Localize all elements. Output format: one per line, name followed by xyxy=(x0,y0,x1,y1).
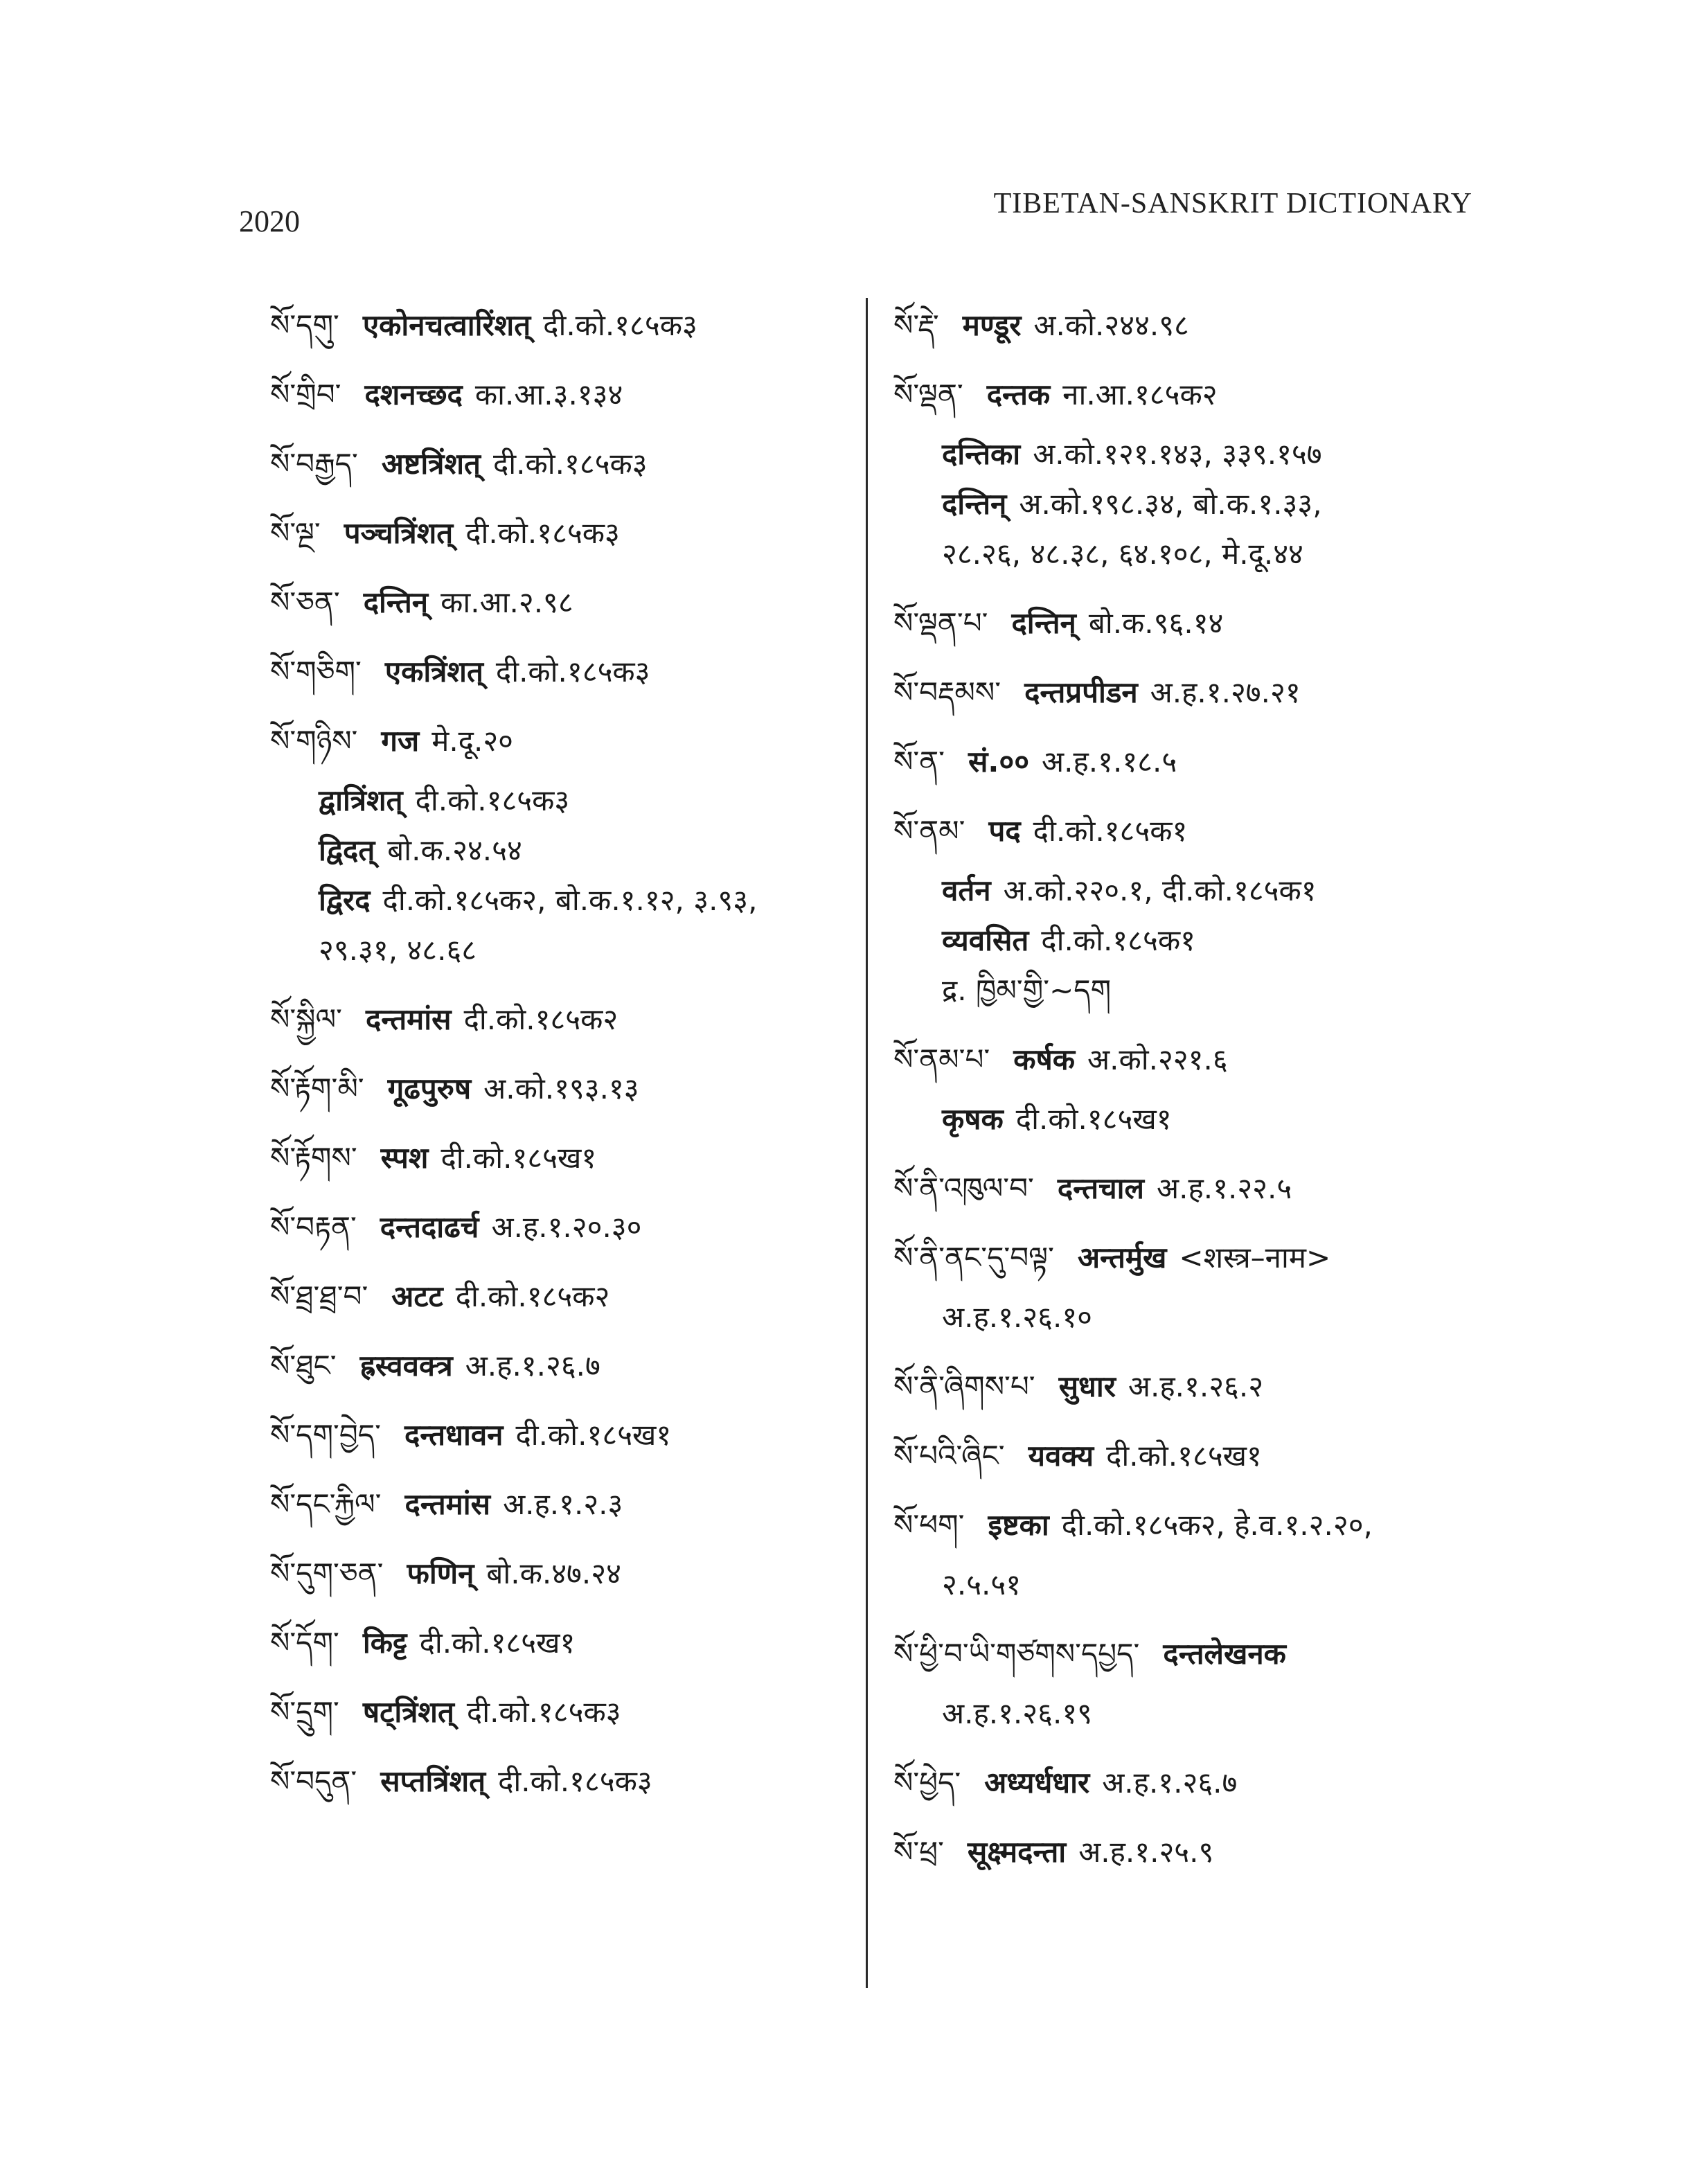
dictionary-entry xyxy=(893,1223,1517,1293)
sanskrit-equivalent: अष्टत्रिंशत् xyxy=(381,447,481,481)
tibetan-headword: སོ་ཕྲ་ xyxy=(893,1835,944,1869)
tibetan-headword: སོ་རྟོགས་ xyxy=(270,1141,357,1175)
tibetan-headword: སོ་དྲུག་ xyxy=(270,1695,339,1729)
dictionary-entry xyxy=(893,1154,1517,1223)
dictionary-entry xyxy=(270,1470,893,1539)
source-reference: दी.को.१८५क३ xyxy=(466,1695,621,1729)
sanskrit-equivalent: सूक्ष्मदन्ता xyxy=(967,1835,1067,1869)
source-reference: दी.को.१८५क१ xyxy=(1033,814,1188,848)
source-reference: बो.क.२४.५४ xyxy=(387,833,522,867)
source-reference: दी.को.१८५क१ xyxy=(1041,923,1195,957)
tibetan-headword: སོ་ཅན་ xyxy=(270,585,340,619)
sanskrit-equivalent: फणिन् xyxy=(407,1556,474,1590)
dictionary-entry xyxy=(893,1748,1517,1818)
source-reference: अ.ह.१.२६.१० xyxy=(942,1300,1092,1334)
source-reference: २८.२६, ४८.३८, ६४.१०८, मे.दू.४४ xyxy=(942,537,1303,571)
sanskrit-equivalent: षट्त्रिंशत् xyxy=(362,1695,454,1729)
source-reference: अ.को.२४४.९८ xyxy=(1033,308,1189,342)
dictionary-entry xyxy=(270,1678,893,1747)
tibetan-headword: སོ་པའི་ཞིང་ xyxy=(893,1439,1005,1473)
dictionary-subentry xyxy=(893,429,1517,479)
source-reference: अ.ह.१.२६.७ xyxy=(465,1349,600,1383)
tibetan-headword: སོ་ནམ་པ་ xyxy=(893,1042,990,1076)
source-reference: अ.ह.१.२७.२१ xyxy=(1150,675,1301,709)
sanskrit-equivalent: दन्तचाल xyxy=(1057,1171,1145,1205)
dictionary-subentry xyxy=(893,866,1517,916)
source-reference: दी.को.१८५ख१ xyxy=(1106,1439,1262,1473)
sanskrit-equivalent: इष्टका xyxy=(988,1508,1049,1542)
tibetan-headword: སོ་དུག་ཅན་ xyxy=(270,1556,384,1590)
dictionary-entry xyxy=(893,589,1517,658)
sanskrit-equivalent: सप्तत्रिंशत् xyxy=(380,1764,486,1798)
source-reference: २.५.५१ xyxy=(942,1568,1022,1601)
source-reference: दी.को.१८५क२ xyxy=(455,1279,610,1313)
source-reference: बो.क.४७.२४ xyxy=(486,1556,621,1590)
sanskrit-equivalent: अध्यर्धधार xyxy=(984,1766,1090,1800)
source-reference: द्र. ཁྱིམ་གྱི་~དག xyxy=(942,973,1112,1007)
sanskrit-equivalent: अन्तर्मुख xyxy=(1077,1241,1167,1275)
sanskrit-equivalent: व्यवसित xyxy=(942,923,1029,957)
source-reference: दी.को.१८५ख१ xyxy=(440,1141,597,1175)
source-reference: का.आ.२.९८ xyxy=(440,585,573,619)
sanskrit-equivalent: द्विदत् xyxy=(319,833,375,867)
sanskrit-equivalent: गूढपुरुष xyxy=(387,1072,472,1106)
dictionary-entry xyxy=(270,1193,893,1262)
dictionary-entry xyxy=(270,1539,893,1608)
left-column xyxy=(270,291,893,1816)
right-column xyxy=(893,291,1517,1887)
sanskrit-equivalent: दन्तमांस xyxy=(404,1487,491,1521)
sanskrit-equivalent: पञ्चत्रिंशत् xyxy=(344,516,454,550)
tibetan-headword: སོ་གཅིག་ xyxy=(270,655,362,689)
dictionary-entry xyxy=(893,1025,1517,1094)
tibetan-headword: སོ་དག་བྱེད་ xyxy=(270,1418,381,1452)
source-reference: दी.को.१८५क३ xyxy=(543,308,697,342)
source-reference: दी.को.१८५क३ xyxy=(498,1764,652,1798)
tibetan-headword: སོ་ཕྱི་བ་ཡི་གཙགས་དཔྱད་ xyxy=(893,1637,1140,1671)
sanskrit-equivalent: दन्तिका xyxy=(942,437,1021,471)
source-reference: अ.ह.१.२०.३० xyxy=(491,1210,642,1244)
dictionary-entry xyxy=(893,1818,1517,1887)
source-reference: दी.को.१८५ख१ xyxy=(1015,1102,1172,1136)
dictionary-entry xyxy=(270,1124,893,1193)
source-reference: अ.ह.१.२५.९ xyxy=(1078,1835,1214,1869)
dictionary-subentry xyxy=(893,1094,1517,1144)
sanskrit-equivalent: दन्तक xyxy=(986,378,1051,411)
dictionary-entry xyxy=(893,1352,1517,1421)
sanskrit-equivalent: द्वात्रिंशत् xyxy=(319,783,403,817)
sanskrit-equivalent: मण्डूर xyxy=(962,308,1022,342)
source-reference: दी.को.१८५क२, बो.क.१.१२, ३.९३, xyxy=(382,883,758,917)
tibetan-headword: སོ་བདུན་ xyxy=(270,1764,357,1798)
source-reference: अ.ह.१.२६.१९ xyxy=(942,1696,1092,1730)
dictionary-entry xyxy=(270,1608,893,1678)
source-reference: <शस्त्र–नाम> xyxy=(1179,1241,1331,1275)
source-reference: अ.को.२२०.१, दी.को.१८५क१ xyxy=(1003,873,1317,907)
tibetan-headword: སོ་ལྡན་པ་ xyxy=(893,606,988,640)
sanskrit-equivalent: एकोनचत्वारिंशत् xyxy=(362,308,531,342)
sanskrit-equivalent: दन्तदाढर्च xyxy=(380,1210,479,1244)
source-reference: दी.को.१८५क३ xyxy=(493,447,648,481)
tibetan-headword: སོ་དང་རྐྱིལ་ xyxy=(270,1487,382,1521)
dictionary-subentry xyxy=(893,1689,1517,1739)
sanskrit-equivalent: किट्ट xyxy=(362,1626,407,1660)
dictionary-entry xyxy=(270,637,893,707)
source-reference: का.आ.३.१३४ xyxy=(474,378,623,411)
sanskrit-equivalent: पद xyxy=(988,814,1021,848)
tibetan-headword: སོ་ལྔ་ xyxy=(270,516,321,550)
source-reference: दी.को.१८५ख१ xyxy=(515,1418,672,1452)
tibetan-headword: སོ་བརྟན་ xyxy=(270,1210,357,1244)
source-reference: अ.को.१२१.१४३, ३३९.१५७ xyxy=(1033,437,1322,471)
tibetan-headword: སོ་ཐུང་ xyxy=(270,1349,337,1383)
dictionary-subentry xyxy=(893,916,1517,966)
source-reference: अ.को.२२१.६ xyxy=(1087,1042,1228,1076)
dictionary-entry xyxy=(270,1262,893,1331)
dictionary-subentry xyxy=(893,1293,1517,1342)
dictionary-entry xyxy=(270,291,893,360)
sanskrit-equivalent: दन्तिन् xyxy=(1011,606,1076,640)
tibetan-headword: སོ་ཕྱེད་ xyxy=(893,1766,961,1800)
dictionary-entry xyxy=(893,1491,1517,1560)
source-reference: दी.को.१८५ख१ xyxy=(419,1626,576,1660)
dictionary-entry xyxy=(270,499,893,568)
dictionary-entry xyxy=(270,1331,893,1401)
column-divider xyxy=(866,298,868,1988)
source-reference: दी.को.१८५क२ xyxy=(463,1002,618,1036)
sanskrit-equivalent: दशनच्छद xyxy=(364,378,463,411)
sanskrit-equivalent: एकत्रिंशत् xyxy=(384,655,483,689)
source-reference: अ.ह.१.१८.५ xyxy=(1042,745,1177,779)
dictionary-entry xyxy=(893,658,1517,727)
dictionary-subentry xyxy=(270,776,893,826)
dictionary-entry xyxy=(893,797,1517,866)
dictionary-entry xyxy=(270,429,893,499)
tibetan-headword: སོ་ན་ xyxy=(893,745,945,779)
dictionary-entry xyxy=(270,707,893,776)
sanskrit-equivalent: अटट xyxy=(391,1279,443,1313)
tibetan-headword: སོ་བརྡམས་ xyxy=(893,675,1001,709)
source-reference: मे.दू.२० xyxy=(431,724,514,758)
tibetan-headword: སོ་བརྒྱད་ xyxy=(270,447,358,481)
sanskrit-equivalent: दन्तधावन xyxy=(404,1418,504,1452)
tibetan-headword: སོ་ནམ་ xyxy=(893,814,965,848)
source-reference: दी.को.१८५क२, हे.व.१.२.२०, xyxy=(1061,1508,1373,1542)
source-reference: ना.आ.१८५क२ xyxy=(1062,378,1218,411)
dictionary-subentry xyxy=(893,479,1517,529)
source-reference: दी.को.१८५क३ xyxy=(495,655,650,689)
dictionary-entry xyxy=(893,1619,1517,1689)
tibetan-headword: སོ་གྲིབ་ xyxy=(270,378,341,411)
source-reference: अ.ह.१.२.३ xyxy=(503,1487,623,1521)
source-reference: दी.को.१८५क३ xyxy=(465,516,620,550)
dictionary-entry xyxy=(270,360,893,429)
dictionary-subentry xyxy=(893,529,1517,579)
sanskrit-equivalent: यवक्य xyxy=(1028,1439,1094,1473)
tibetan-headword: སོ་དགུ་ xyxy=(270,308,339,342)
dictionary-entry xyxy=(270,1747,893,1816)
dictionary-entry xyxy=(893,727,1517,797)
sanskrit-equivalent: सुधार xyxy=(1058,1369,1116,1403)
dictionary-entry xyxy=(270,1401,893,1470)
dictionary-entry xyxy=(270,1054,893,1124)
source-reference: अ.को.१९३.१३ xyxy=(483,1072,639,1106)
sanskrit-equivalent: दन्तलेखनक xyxy=(1163,1637,1286,1671)
dictionary-subentry xyxy=(893,1560,1517,1610)
sanskrit-equivalent: स्पश xyxy=(380,1141,429,1175)
sanskrit-equivalent: दन्तमांस xyxy=(366,1002,452,1036)
source-reference: बो.क.९६.१४ xyxy=(1088,606,1224,640)
sanskrit-equivalent: कृषक xyxy=(942,1102,1004,1136)
source-reference: अ.ह.१.२२.५ xyxy=(1157,1171,1292,1205)
page-number: 2020 xyxy=(239,204,300,238)
dictionary-entry xyxy=(270,568,893,637)
tibetan-headword: སོ་ནི་འཁུལ་བ་ xyxy=(893,1171,1034,1205)
sanskrit-equivalent: दन्तप्रपीडन xyxy=(1024,675,1138,709)
dictionary-subentry xyxy=(270,826,893,876)
sanskrit-equivalent: दन्तिन् xyxy=(942,487,1007,521)
sanskrit-equivalent: वर्तन xyxy=(942,873,991,907)
source-reference: २९.३१, ४८.६८ xyxy=(319,933,477,967)
dictionary-entry xyxy=(893,1421,1517,1491)
dictionary-entry xyxy=(270,985,893,1054)
sanskrit-equivalent: ह्रस्ववक्त्र xyxy=(359,1349,453,1383)
sanskrit-equivalent: कर्षक xyxy=(1013,1042,1076,1076)
tibetan-headword: སོ་རྟོག་མི་ xyxy=(270,1072,364,1106)
tibetan-headword: སོ་རྡེ་ xyxy=(893,308,939,342)
source-reference: दी.को.१८५क३ xyxy=(415,783,570,817)
source-reference: अ.को.१९८.३४, बो.क.१.३३, xyxy=(1019,487,1322,521)
dictionary-entry xyxy=(893,360,1517,429)
source-reference: अ.ह.१.२६.२ xyxy=(1128,1369,1264,1403)
tibetan-headword: སོ་ཕག་ xyxy=(893,1508,965,1542)
tibetan-headword: སོ་དོག་ xyxy=(270,1626,339,1660)
tibetan-headword: སོ་ནི་ཞིགས་པ་ xyxy=(893,1369,1035,1403)
tibetan-headword: སོ་ལྡན་ xyxy=(893,378,963,411)
tibetan-headword: སོ་ནི་ནང་དུ་བལྟ་ xyxy=(893,1241,1054,1275)
sanskrit-equivalent: द्विरद xyxy=(319,883,371,917)
tibetan-headword: སོ་ཐྲ་ཐྲ་བ་ xyxy=(270,1279,368,1313)
dictionary-entry xyxy=(893,291,1517,360)
sanskrit-equivalent: दन्तिन् xyxy=(363,585,429,619)
dictionary-subentry xyxy=(270,925,893,975)
tibetan-headword: སོ་གཉིས་ xyxy=(270,724,358,758)
sanskrit-equivalent: सं.०० xyxy=(968,745,1030,779)
dictionary-subentry xyxy=(270,876,893,925)
sanskrit-equivalent: गज xyxy=(381,724,420,758)
dictionary-subentry xyxy=(893,966,1517,1015)
running-title: TIBETAN-SANSKRIT DICTIONARY xyxy=(993,188,1472,220)
tibetan-headword: སོ་སྐྱིལ་ xyxy=(270,1002,342,1036)
source-reference: अ.ह.१.२६.७ xyxy=(1102,1766,1238,1800)
